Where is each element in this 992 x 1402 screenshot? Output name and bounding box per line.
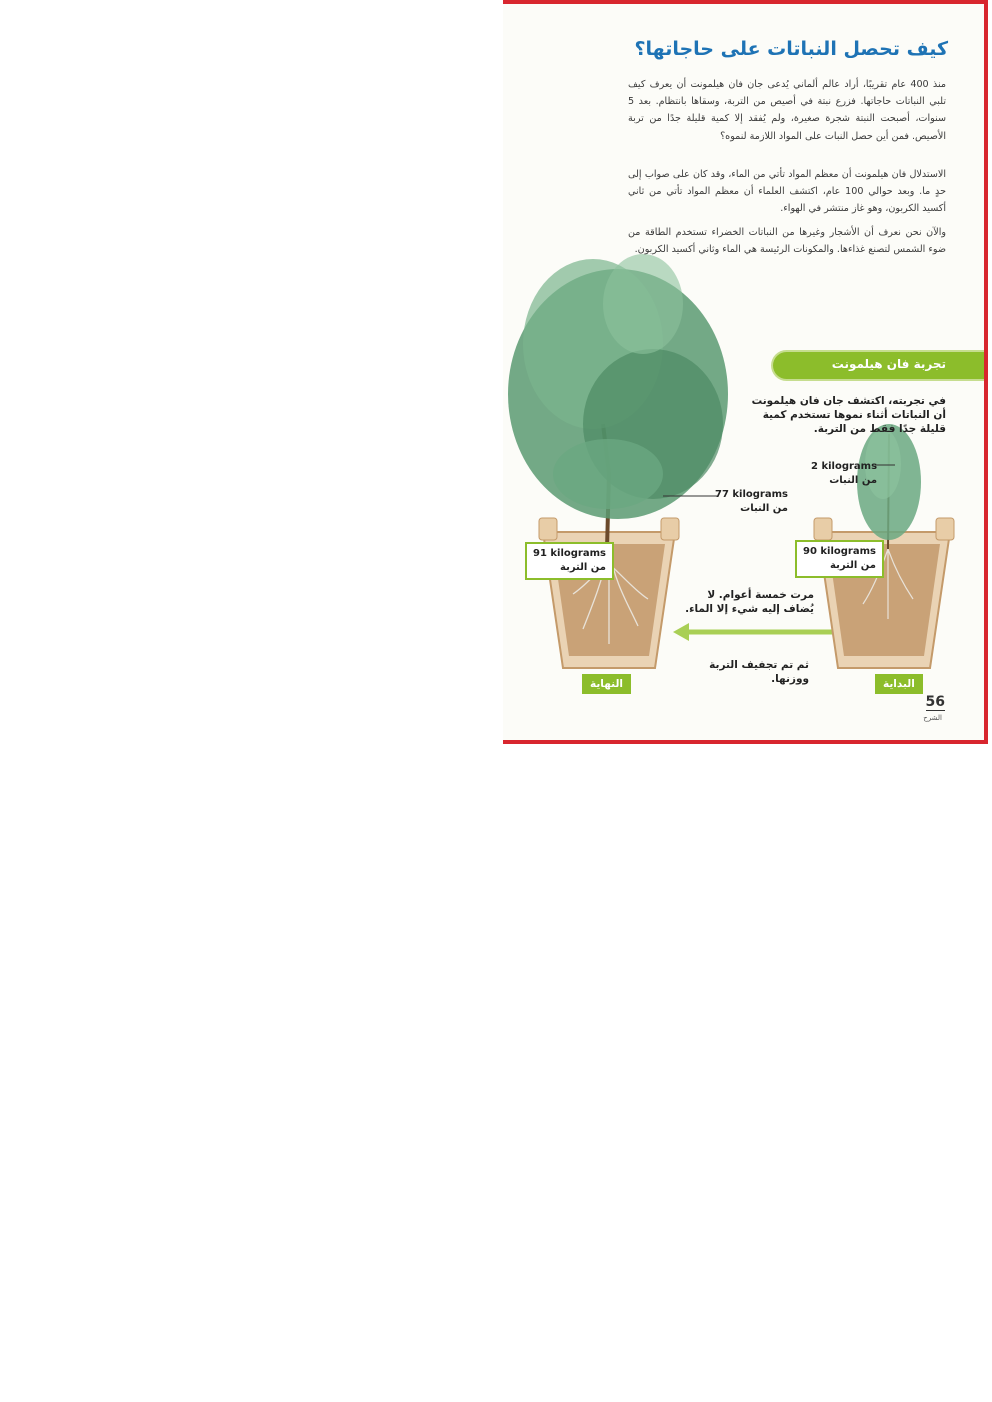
experiment-banner <box>773 352 988 379</box>
elapsed-caption: مرت خمسة أعوام. لا يُضاف إليه شيء إلا الماء. <box>685 589 814 615</box>
page-title: كيف تحصل النباتات على حاجاتها؟ <box>634 38 948 60</box>
start-soil-box <box>795 540 884 578</box>
start-plant-mass: 2 kilograms <box>811 461 878 472</box>
paragraph-3: والآن نحن نعرف أن الأشجار وغيرها من النباتات الخضراء تستخدم الطاقة من ضوء الشمس لتصنع غذاءها. والمكونات الرئيسة هي الماء وثاني أكسيد الكربون. <box>628 226 946 255</box>
start-plant-label <box>811 460 877 488</box>
end-tag: النهاية <box>582 674 631 694</box>
dry-caption: ثم تم تجفيف التربة ووزنها. <box>709 659 809 685</box>
page-section-label: الشرح <box>923 714 942 722</box>
paragraph-1: منذ 400 عام تقريبًا، أراد عالم ألماني يُدعى جان فان هيلمونت أن يعرف كيف تلبي النباتات حاجاتها. فزرع نبتة في أصيص من التربة، وسقاها بانتظام. بعد 5 سنوات، أصبحت النبتة شجرة صغيرة، ولم يُفقد إلا كمية قليلة جدًا من تربة الأصيص. فمن أين حصل النبات على المواد اللازمة لنموه؟ <box>628 78 946 142</box>
experiment-intro: في تجربته، اكتشف جان فان هيلمونت أن النباتات أثناء نموها تستخدم كمية قليلة جدًا فقط من التربة. <box>751 395 946 435</box>
time-arrow <box>673 623 858 641</box>
end-soil-box <box>525 542 614 580</box>
end-soil-mass: 91 kilograms <box>533 548 606 559</box>
start-plant-caption: من النبات <box>829 475 878 486</box>
paragraph-2: الاستدلال فان هيلمونت أن معظم المواد تأتي من الماء، وقد كان على صواب إلى حدٍ ما. وبعد حوالي 100 عام، اكتشف العلماء أن معظم المواد تأتي من ثاني أكسيد الكربون، وهو غاز منتشر في الهواء. <box>628 168 947 215</box>
start-soil-mass: 90 kilograms <box>803 546 876 557</box>
experiment-banner-text: تجربة فان هيلمونت <box>831 357 946 371</box>
start-tag: البداية <box>875 674 923 694</box>
page-number: 56 <box>925 694 945 710</box>
textbook-page <box>503 0 988 744</box>
end-soil-caption: من التربة <box>560 562 606 573</box>
end-plant-mass: 77 kilograms <box>715 489 788 500</box>
large-tree <box>508 254 728 549</box>
start-soil-caption: من التربة <box>830 560 876 571</box>
end-plant-caption: من النبات <box>740 503 788 514</box>
end-plant-label <box>715 488 788 516</box>
